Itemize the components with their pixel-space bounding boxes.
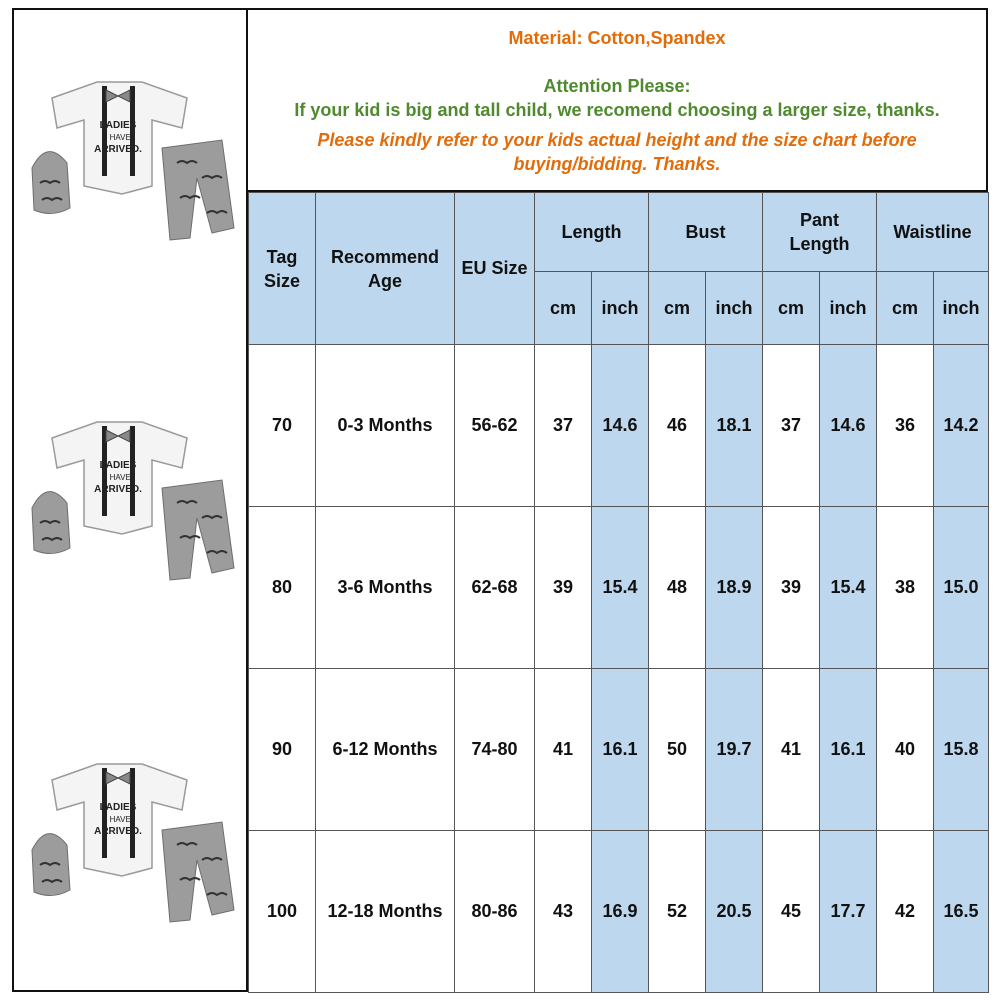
subheader-pant-cm: cm	[763, 272, 820, 345]
cell-length-cm: 43	[535, 831, 592, 993]
cell-length-inch: 14.6	[592, 345, 649, 507]
header-waistline: Waistline	[877, 193, 989, 272]
header-tag-size-line2: Size	[263, 270, 301, 291]
material-text: Material: Cotton,Spandex	[508, 28, 726, 48]
cell-pant-inch: 16.1	[820, 669, 877, 831]
cell-tag-size: 70	[249, 345, 316, 507]
cell-length-inch: 16.1	[592, 669, 649, 831]
cell-length-inch: 16.9	[592, 831, 649, 993]
cell-bust-inch: 18.9	[706, 507, 763, 669]
cell-length-cm: 39	[535, 507, 592, 669]
cell-bust-cm: 50	[649, 669, 706, 831]
outfit-photo-1	[22, 68, 238, 248]
header-pant-length-line1: Pant	[799, 210, 839, 230]
outfit-photo-2	[22, 408, 238, 588]
print-text-line3: ARRIVED.	[94, 826, 142, 837]
cell-bust-inch: 20.5	[706, 831, 763, 993]
print-text-line2: I HAVE	[105, 815, 131, 824]
outfit-photo-3	[22, 750, 238, 930]
cell-eu-size: 80-86	[455, 831, 535, 993]
cell-waist-inch: 16.5	[934, 831, 989, 993]
print-text-line2: I HAVE	[105, 133, 131, 142]
header-recommend-age-line1: Recommend	[330, 246, 440, 267]
cell-pant-inch: 14.6	[820, 345, 877, 507]
print-text-line2: I HAVE	[105, 473, 131, 482]
cell-pant-cm: 39	[763, 507, 820, 669]
cell-pant-cm: 37	[763, 345, 820, 507]
cell-bust-inch: 19.7	[706, 669, 763, 831]
cell-waist-inch: 15.0	[934, 507, 989, 669]
cell-waist-cm: 36	[877, 345, 934, 507]
header-tag-size	[249, 193, 316, 345]
table-row	[249, 507, 989, 669]
table-row	[249, 345, 989, 507]
cell-waist-inch: 14.2	[934, 345, 989, 507]
cell-eu-size: 56-62	[455, 345, 535, 507]
outfit-illustration	[22, 408, 238, 588]
subheader-pant-inch: inch	[820, 272, 877, 345]
cell-bust-inch: 18.1	[706, 345, 763, 507]
table-row	[249, 669, 989, 831]
header-pant-length	[763, 193, 877, 272]
cell-waist-cm: 40	[877, 669, 934, 831]
cell-length-inch: 15.4	[592, 507, 649, 669]
header-pant-length-line2: Length	[789, 234, 850, 254]
cell-pant-inch: 17.7	[820, 831, 877, 993]
attention-title: Attention Please:	[543, 76, 691, 96]
size-chart-frame	[12, 8, 988, 992]
cell-pant-inch: 15.4	[820, 507, 877, 669]
print-text-line1: LADIES	[99, 120, 137, 131]
cell-tag-size: 80	[249, 507, 316, 669]
header-recommend-age-line2: Age	[367, 270, 402, 291]
cell-tag-size: 90	[249, 669, 316, 831]
cell-bust-cm: 52	[649, 831, 706, 993]
product-photo-column	[14, 10, 248, 990]
cell-eu-size: 62-68	[455, 507, 535, 669]
cell-bust-cm: 48	[649, 507, 706, 669]
cell-tag-size: 100	[249, 831, 316, 993]
header-eu-size: EU Size	[455, 193, 535, 345]
cell-eu-size: 74-80	[455, 669, 535, 831]
subheader-bust-inch: inch	[706, 272, 763, 345]
cell-length-cm: 37	[535, 345, 592, 507]
size-table	[248, 192, 989, 993]
cell-waist-cm: 38	[877, 507, 934, 669]
subheader-bust-cm: cm	[649, 272, 706, 345]
outfit-illustration	[22, 750, 238, 930]
print-text-line3: ARRIVED.	[94, 484, 142, 495]
cell-age: 3-6 Months	[316, 507, 455, 669]
cell-age: 0-3 Months	[316, 345, 455, 507]
cell-waist-cm: 42	[877, 831, 934, 993]
cell-age: 6-12 Months	[316, 669, 455, 831]
header-tag-size-line1: Tag	[266, 246, 298, 267]
notice-panel	[248, 10, 986, 192]
subheader-waist-cm: cm	[877, 272, 934, 345]
size-chart-column	[248, 10, 986, 990]
outfit-illustration	[22, 68, 238, 248]
header-recommend-age	[316, 193, 455, 345]
subheader-waist-inch: inch	[934, 272, 989, 345]
cell-bust-cm: 46	[649, 345, 706, 507]
subheader-length-cm: cm	[535, 272, 592, 345]
header-bust: Bust	[649, 193, 763, 272]
cell-length-cm: 41	[535, 669, 592, 831]
kindly-note: Please kindly refer to your kids actual height and the size chart before buying/bidding. Thanks.	[317, 130, 917, 174]
print-text-line1: LADIES	[99, 802, 137, 813]
cell-age: 12-18 Months	[316, 831, 455, 993]
cell-pant-cm: 45	[763, 831, 820, 993]
print-text-line1: LADIES	[99, 460, 137, 471]
cell-waist-inch: 15.8	[934, 669, 989, 831]
attention-body: If your kid is big and tall child, we recomend choosing a larger size, thanks.	[294, 100, 940, 120]
subheader-length-inch: inch	[592, 272, 649, 345]
cell-pant-cm: 41	[763, 669, 820, 831]
table-row	[249, 831, 989, 993]
print-text-line3: ARRIVED.	[94, 144, 142, 155]
header-length: Length	[535, 193, 649, 272]
